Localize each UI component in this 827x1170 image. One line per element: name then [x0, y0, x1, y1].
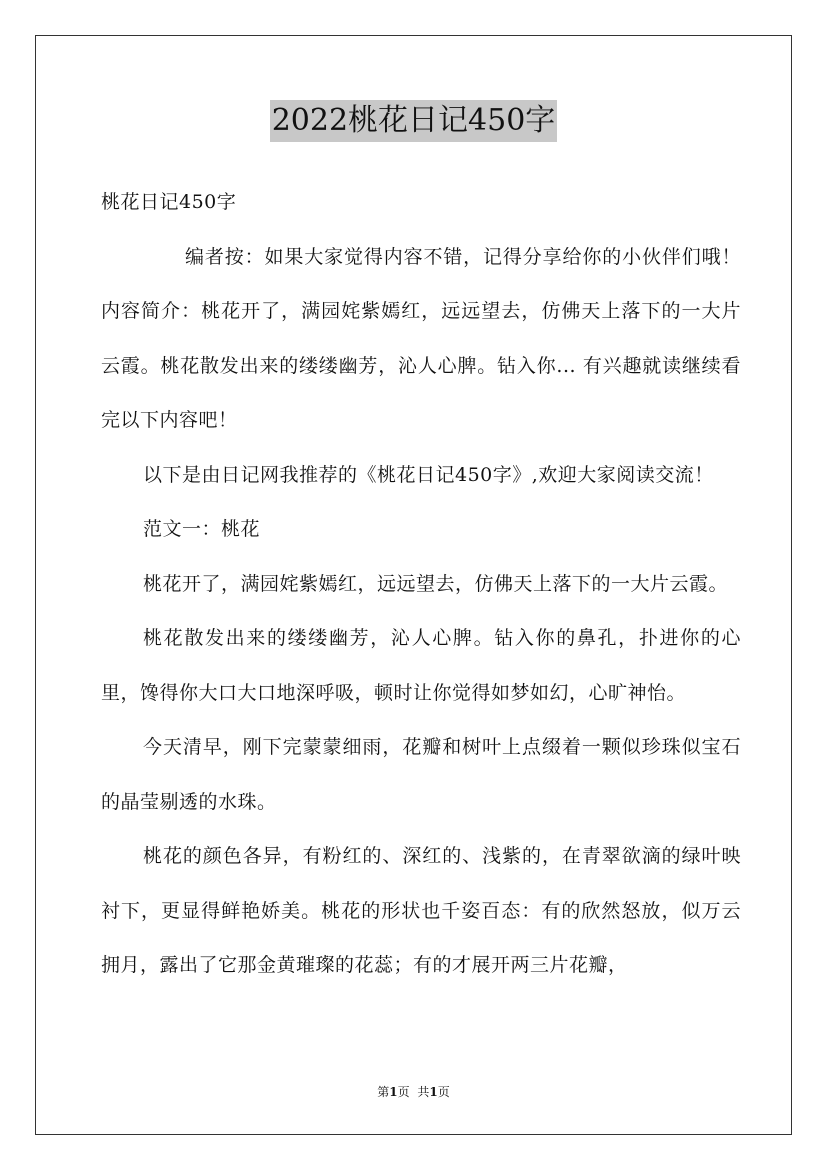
- page-label-suffix: 页: [397, 1085, 410, 1099]
- editor-note-paragraph: 编者按：如果大家觉得内容不错，记得分享给你的小伙伴们哦！内容简介：桃花开了，满园姹紫嫣红，远远望去，仿佛天上落下的一大片云霞。桃花散发出来的缕缕幽芳，沁人心脾。钻入你... 有兴趣就读继续看完以下内容吧！: [101, 245, 741, 431]
- intro-paragraph: 以下是由日记网我推荐的《桃花日记450字》,欢迎大家阅读交流！: [143, 463, 714, 486]
- subtitle-paragraph: 桃花日记450字: [101, 191, 237, 213]
- total-label-suffix: 页: [437, 1085, 450, 1099]
- document-title: 2022桃花日记450字: [270, 100, 558, 142]
- document-body: [101, 175, 741, 993]
- body-paragraph: 桃花散发出来的缕缕幽芳，沁人心脾。钻入你的鼻孔，扑进你的心里，馋得你大口大口地深呼吸，顿时让你觉得如梦如幻，心旷神怡。: [101, 627, 741, 704]
- body-paragraph: 桃花开了，满园姹紫嫣红，远远望去，仿佛天上落下的一大片云霞。: [143, 572, 729, 595]
- page-number: 1: [389, 1085, 398, 1099]
- title-container: [0, 100, 827, 142]
- sample-heading: 范文一：桃花: [143, 518, 261, 540]
- total-pages: 1: [429, 1085, 438, 1099]
- page-label-prefix: 第: [377, 1085, 390, 1099]
- body-paragraph: 桃花的颜色各异，有粉红的、深红的、浅紫的，在青翠欲滴的绿叶映衬下，更显得鲜艳娇美。桃花的形状也千姿百态：有的欣然怒放，似万云拥月，露出了它那金黄璀璨的花蕊；有的才展开两三片花瓣，: [101, 845, 741, 976]
- page-footer: [0, 1084, 827, 1100]
- body-paragraph: 今天清早，刚下完蒙蒙细雨，花瓣和树叶上点缀着一颗似珍珠似宝石的晶莹剔透的水珠。: [101, 736, 741, 813]
- total-label-prefix: 共: [417, 1085, 430, 1099]
